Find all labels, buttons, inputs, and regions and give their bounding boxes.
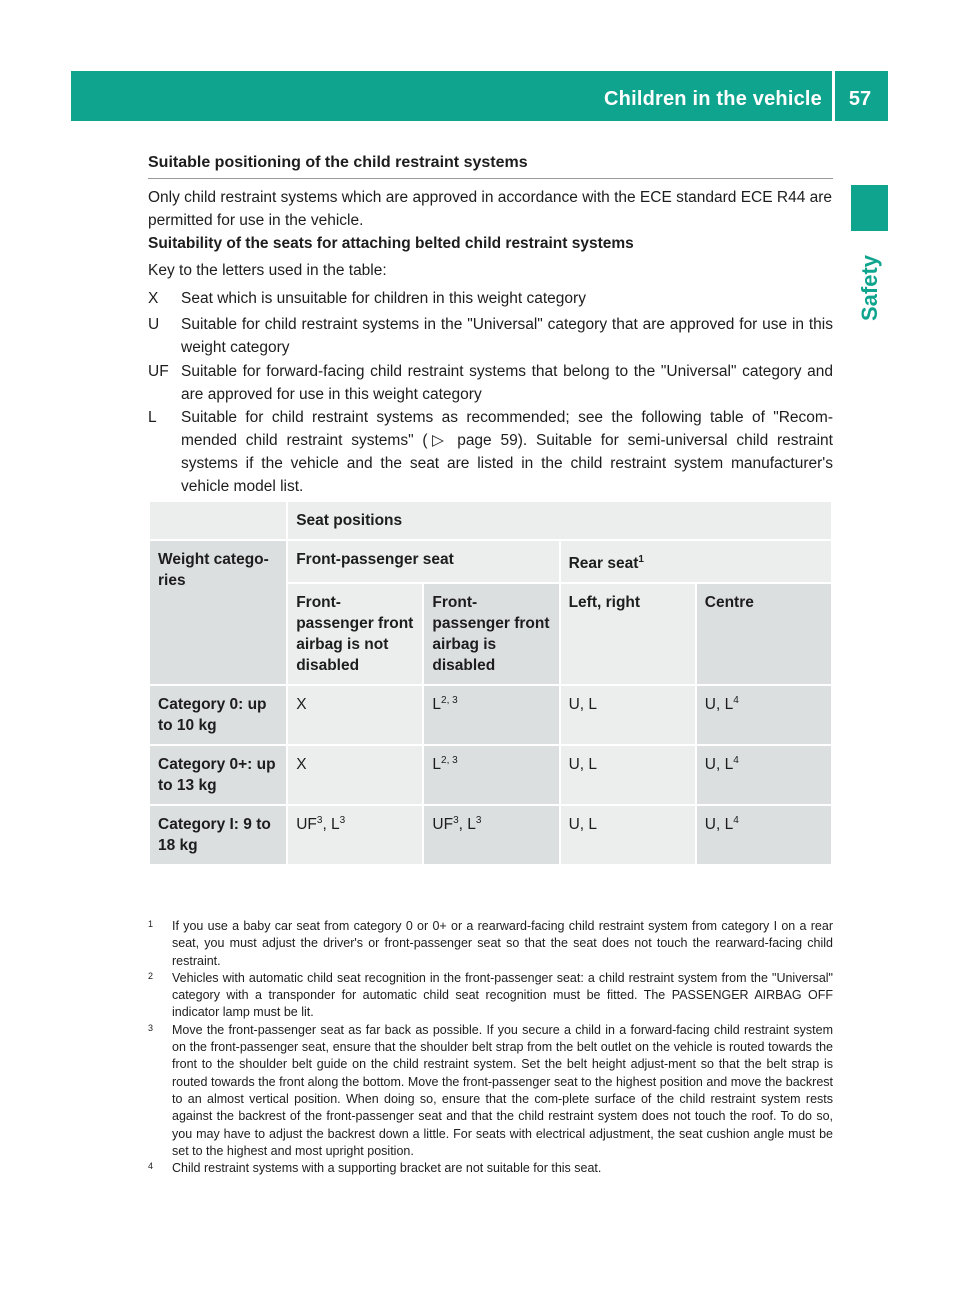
section-tab-marker xyxy=(851,185,888,231)
key-description: Suitable for child restraint systems in the "Universal" category that are approved for use in this weight category xyxy=(181,316,833,356)
subheader-airbag-enabled: Front-passenger front airbag is not disabled xyxy=(288,584,422,684)
weight-category-header: Weight catego-ries xyxy=(150,541,286,684)
weight-category-cell: Category 0: up to 10 kg xyxy=(150,686,286,744)
intro-paragraph: Only child restraint systems which are approved in accordance with the ECE standard ECE R44 are permitted for use in the vehicle. xyxy=(148,189,833,229)
table-cell: X xyxy=(288,746,422,804)
footnote-text: Vehicles with automatic child seat recognition in the front-passenger seat: a child restraint system from the "Universal" category with a transponder for automatic child seat recognition must be fitted. The PASSENGER AIRBAG OFF indicator lamp must be lit. xyxy=(172,970,833,1020)
weight-category-cell: Category 0+: up to 13 kg xyxy=(150,746,286,804)
key-description: Seat which is unsuitable for children in this weight category xyxy=(181,290,586,307)
footnote-number: 3 xyxy=(148,1022,154,1033)
footnote-ref: 4 xyxy=(733,814,739,826)
footnotes xyxy=(148,918,833,1177)
rear-seat-label: Rear seat xyxy=(568,555,639,572)
table-cell xyxy=(697,806,831,864)
key-letter: UF xyxy=(148,363,169,380)
cell-value: , L xyxy=(322,816,340,833)
footnote-ref: 3 xyxy=(316,814,323,826)
weight-category-cell: Category I: 9 to 18 kg xyxy=(150,806,286,864)
key-letter: L xyxy=(148,409,157,426)
chapter-title: Children in the vehicle xyxy=(604,88,822,110)
table-corner xyxy=(150,502,286,539)
footnote-ref: 2, 3 xyxy=(441,754,458,766)
seat-suitability-table xyxy=(148,500,833,866)
footnote xyxy=(148,970,833,1022)
title-divider xyxy=(148,178,833,179)
table-cell: U, L xyxy=(561,806,695,864)
key-description: Suitable for child restraint systems as recommended; see the following table of "Recom-mended child restraint systems" (▷ page 59). Suitable for semi-universal child restraint systems if the vehicle and the seat are listed in the child restraint system manufacturer's vehicle model list. xyxy=(181,409,833,495)
subheader-rear-left-right: Left, right xyxy=(561,584,695,684)
footnote-number: 1 xyxy=(148,919,154,929)
key-item-uf xyxy=(148,360,833,406)
table-cell xyxy=(424,806,558,864)
table-cell xyxy=(424,686,558,744)
cell-value: L xyxy=(432,756,442,773)
footnote-ref: 3 xyxy=(453,814,459,826)
subheader-rear-centre: Centre xyxy=(697,584,831,684)
header-divider xyxy=(832,71,835,121)
cell-value: U, L xyxy=(704,696,734,713)
footnote-ref: 4 xyxy=(733,694,739,706)
key-description: Suitable for forward-facing child restraint systems that belong to the "Universal" category and are approved for use in this weight category xyxy=(181,363,833,403)
rear-seat-header xyxy=(561,541,831,582)
cell-value: L xyxy=(432,696,442,713)
footnote-ref: 3 xyxy=(339,814,346,826)
cell-value: , L xyxy=(458,816,476,833)
cell-value: UF xyxy=(432,816,454,833)
table-cell: U, L xyxy=(561,686,695,744)
footnote xyxy=(148,1160,833,1177)
footnote-text: Child restraint systems with a supporting bracket are not suitable for this seat. xyxy=(172,1161,602,1176)
footnote-ref: 2, 3 xyxy=(441,694,458,706)
table-row xyxy=(150,686,831,744)
page-number: 57 xyxy=(848,88,872,110)
footnote xyxy=(148,1022,833,1160)
footnote-ref: 4 xyxy=(733,754,739,766)
table-cell xyxy=(424,746,558,804)
table-row xyxy=(150,806,831,864)
footnote-ref: 1 xyxy=(638,553,644,565)
section-tab-label: Safety xyxy=(857,254,882,322)
front-seat-header: Front-passenger seat xyxy=(288,541,558,582)
key-item-u xyxy=(148,313,833,359)
subheading: Suitability of the seats for attaching belted child restraint systems xyxy=(148,235,634,252)
key-letter: X xyxy=(148,290,159,307)
cell-value: U, L xyxy=(704,816,734,833)
cell-value: U, L xyxy=(704,756,734,773)
key-letter: U xyxy=(148,316,160,333)
seat-positions-header: Seat positions xyxy=(288,502,831,539)
cell-value: UF xyxy=(296,816,317,833)
footnote-ref: 3 xyxy=(475,814,482,826)
table-cell xyxy=(288,806,422,864)
table-cell: X xyxy=(288,686,422,744)
footnote-number: 2 xyxy=(148,970,154,981)
table-cell: U, L xyxy=(561,746,695,804)
footnote-text: If you use a baby car seat from category 0 or 0+ or a rearward-facing child restraint system from category I on a rear seat, you must adjust the driver's or front-passenger seat so that the seat does not touch the rearward-facing child restraint. xyxy=(172,919,833,968)
table-cell xyxy=(697,686,831,744)
key-item-x xyxy=(148,287,833,310)
footnote xyxy=(148,918,833,970)
subheader-airbag-disabled: Front-passenger front airbag is disabled xyxy=(424,584,558,684)
section-title: Suitable positioning of the child restraint systems xyxy=(148,154,528,171)
table-cell xyxy=(697,746,831,804)
key-item-l xyxy=(148,406,833,498)
table-row xyxy=(150,746,831,804)
footnote-text: Move the front-passenger seat as far back as possible. If you secure a child in a forward-facing child restraint system on the front-passenger seat, ensure that the shoulder belt strap from the belt outlet on the vehicle is routed towards the front to the shoulder belt guide on the child restraint system. Set the belt height adjust-ment so that the belt strap is routed towards the front along the bottom. Move the front-passenger seat to the highest position and move the backrest to an almost vertical position. When doing so, ensure that the com-plete surface of the child restraint system rests against the backrest of the front-passenger seat and that the child restraint system does not touch the roof. To do so, you may have to adjust the backrest down a little. For seats with electrical adjustment, the seat cushion angle must be set to the highest and most upright position. xyxy=(172,1022,833,1158)
key-intro: Key to the letters used in the table: xyxy=(148,262,387,279)
footnote-number: 4 xyxy=(148,1161,154,1172)
